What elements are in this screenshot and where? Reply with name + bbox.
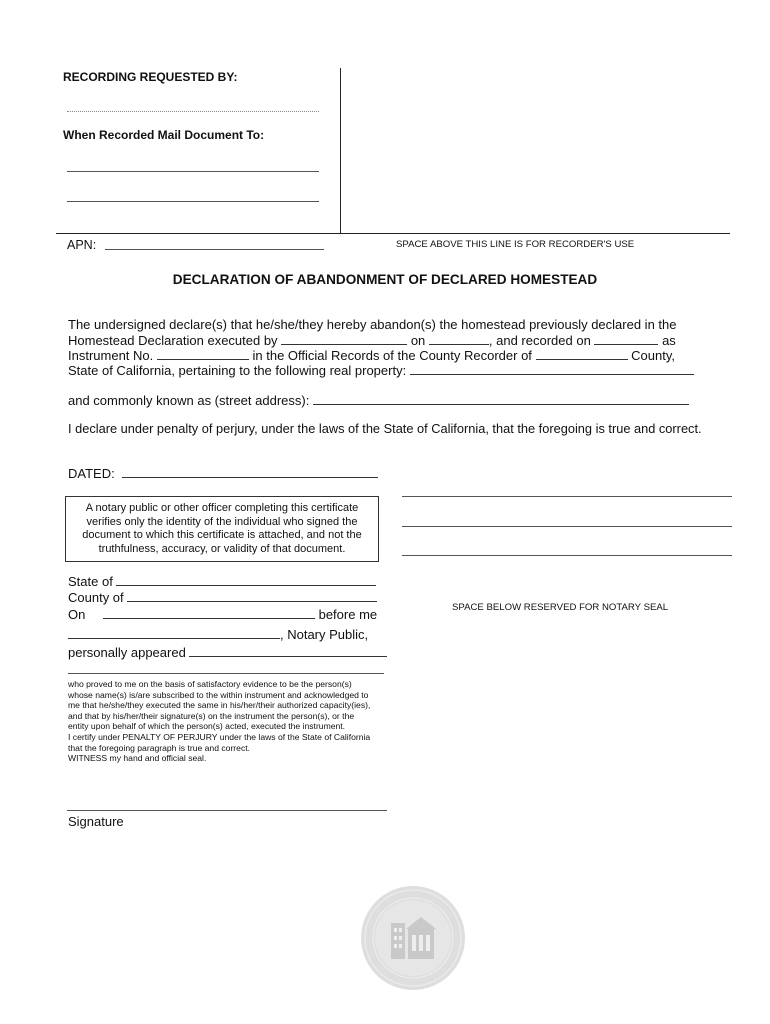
ack-line-2: whose name(s) is/are subscribed to the within instrument and acknowledged to — [68, 689, 369, 700]
body-line-3 — [68, 347, 675, 363]
appeared-label: personally appeared — [68, 645, 186, 660]
on-date-line — [68, 606, 377, 622]
notary-box-line-4: truthfulness, accuracy, or validity of that document. — [98, 542, 346, 555]
notary-seal-note: SPACE BELOW RESERVED FOR NOTARY SEAL — [452, 602, 669, 613]
executed-by-field[interactable] — [281, 332, 407, 345]
recording-requested-line[interactable] — [67, 111, 319, 113]
body-line-1: The undersigned declare(s) that he/she/they hereby abandon(s) the homestead previously declared in the — [68, 317, 677, 332]
apn-label: APN: — [67, 238, 97, 252]
signer-line-3[interactable] — [402, 555, 732, 556]
county-label: County, — [631, 348, 676, 363]
appeared-field[interactable] — [189, 644, 387, 657]
perjury-statement: I declare under penalty of perjury, under the laws of the State of California, that the foregoing is true and correct. — [68, 421, 702, 436]
county-line — [68, 589, 377, 605]
acknowledgment-date-field[interactable] — [103, 606, 315, 619]
dated-line — [68, 465, 378, 481]
recorded-on-label: , and recorded on — [488, 333, 591, 348]
notary-public-label: , Notary Public, — [280, 627, 369, 642]
mail-to-label: When Recorded Mail Document To: — [63, 128, 265, 142]
real-property-field[interactable] — [410, 362, 694, 375]
dated-label: DATED: — [68, 466, 115, 481]
ack-line-3: me that he/she/they executed the same in his/her/their authorized capacity(ies), — [68, 700, 371, 711]
address-line — [68, 392, 689, 408]
recorded-date-field[interactable] — [594, 332, 658, 345]
ack-line-4: and that by his/her/their signature(s) on the instrument the person(s), or the — [68, 710, 355, 721]
apn-field[interactable] — [105, 249, 324, 250]
notary-box-line-1: A notary public or other officer completing this certificate — [85, 502, 359, 514]
ack-line-8: WITNESS my hand and official seal. — [68, 753, 207, 764]
dated-field[interactable] — [122, 465, 378, 478]
instrument-label: Instrument No. — [68, 348, 154, 363]
recorder-note: SPACE ABOVE THIS LINE IS FOR RECORDER'S USE — [396, 239, 635, 250]
executed-date-field[interactable] — [429, 332, 489, 345]
notary-box-line-3: document to which this certificate is attached, and not the — [82, 529, 362, 542]
body-line-4 — [68, 362, 694, 378]
notary-box-line-2: verifies only the identity of the individual who signed the — [86, 515, 358, 528]
body-line-2 — [68, 332, 676, 348]
county-recorder-field[interactable] — [536, 347, 628, 360]
official-records-label: in the Official Records of the County Recorder of — [252, 348, 532, 363]
instrument-no-field[interactable] — [157, 347, 249, 360]
seal-watermark-icon — [358, 883, 468, 993]
state-field[interactable] — [116, 573, 376, 586]
signer-line-2[interactable] — [402, 526, 732, 527]
signer-line-1[interactable] — [402, 496, 732, 497]
signature-line[interactable] — [67, 810, 387, 811]
on-label: on — [410, 333, 426, 348]
ack-line-5: entity upon behalf of which the person(s) acted, executed the instrument. — [68, 721, 346, 732]
ack-line-6: I certify under PENALTY OF PERJURY under the laws of the State of California — [68, 731, 371, 742]
address-label: and commonly known as (street address): — [68, 393, 310, 408]
recorder-divider-vertical — [340, 68, 341, 234]
appeared-line — [68, 644, 387, 660]
notary-name-field[interactable] — [68, 626, 280, 639]
mail-to-line-2[interactable] — [67, 201, 319, 202]
recording-requested-label: RECORDING REQUESTED BY: — [63, 70, 238, 84]
state-label: State of — [68, 574, 113, 589]
notary-disclaimer-box — [65, 496, 379, 562]
before-me-label: before me — [318, 607, 378, 622]
notary-public-line — [68, 626, 368, 642]
state-line — [68, 573, 376, 589]
page-title: DECLARATION OF ABANDONMENT OF DECLARED HOMESTEAD — [172, 272, 598, 287]
as-label: as — [662, 333, 676, 348]
street-address-field[interactable] — [313, 392, 689, 405]
real-property-label: State of California, pertaining to the following real property: — [68, 363, 407, 378]
ack-line-7: that the foregoing paragraph is true and correct. — [68, 742, 251, 753]
recorder-divider-horizontal — [56, 233, 730, 234]
mail-to-line-1[interactable] — [67, 171, 319, 172]
on-date-label: On — [68, 607, 86, 622]
appeared-field-2[interactable] — [68, 673, 384, 674]
ack-line-1: who proved to me on the basis of satisfactory evidence to be the person(s) — [68, 679, 352, 689]
county-of-label: County of — [68, 590, 124, 605]
signature-label: Signature — [68, 814, 124, 829]
county-field[interactable] — [127, 589, 377, 602]
acknowledgment-text — [68, 679, 398, 764]
executed-by-label: Homestead Declaration executed by — [68, 333, 278, 348]
